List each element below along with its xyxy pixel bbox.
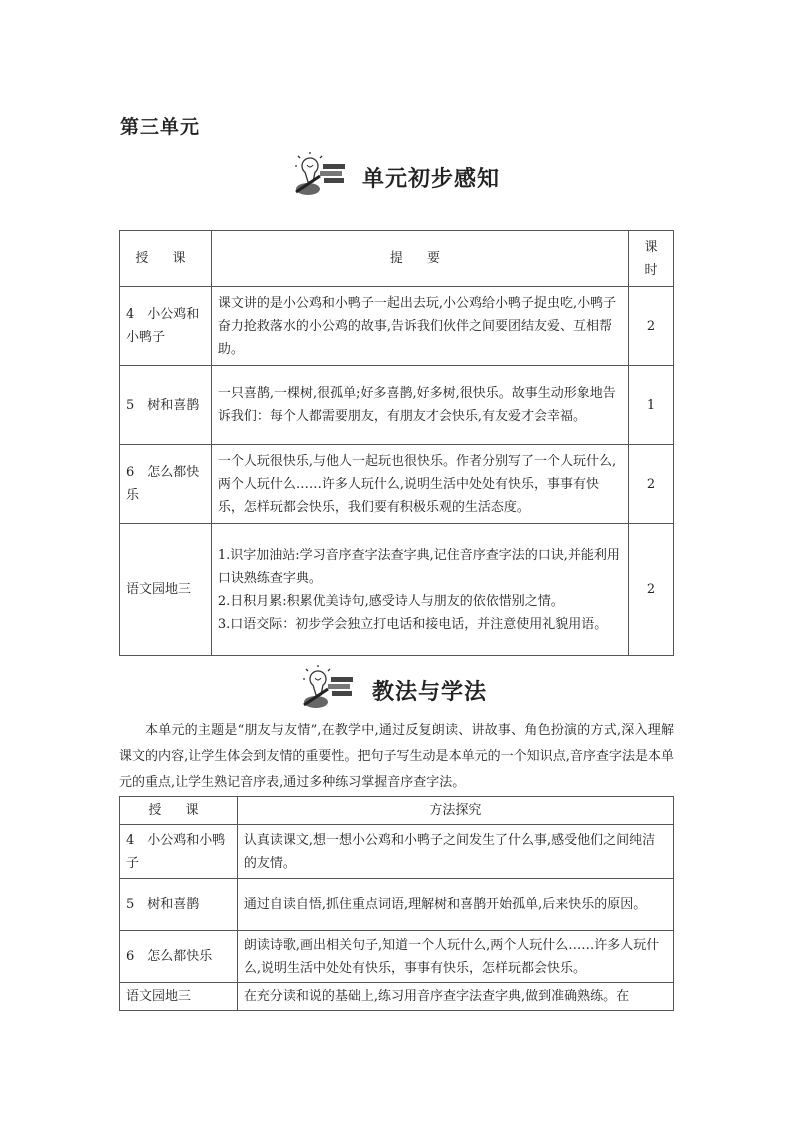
lesson-summary-table <box>119 230 674 656</box>
method-cell: 通过自读自悟,抓住重点词语,理解树和喜鹊开始孤单,后来快乐的原因。 <box>237 879 673 931</box>
summary-line: 2.日积月累:积累优美诗句,感受诗人与朋友的依依惜别之情。 <box>217 593 564 609</box>
summary-cell: 课文讲的是小公鸡和小鸭子一起出去玩,小公鸡给小鸭子捉虫吃,小鸭子奋力抢救落水的小公鸡的故事,告诉我们伙伴之间要团结友爱、互相帮助。 <box>211 287 628 366</box>
unit-title: 第三单元 <box>120 116 201 138</box>
lesson-cell: 4 小公鸡和小鸭子 <box>120 825 238 879</box>
section-heading-text: 教法与学法 <box>372 680 488 705</box>
method-cell: 认真读课文,想一想小公鸡和小鸭子之间发生了什么事,感受他们之间纯洁的友情。 <box>237 825 673 879</box>
header-method: 方法探究 <box>237 797 673 825</box>
header-summary: 提 要 <box>211 231 628 287</box>
section-heading-methods <box>0 665 794 713</box>
lesson-cell: 6 怎么都快乐 <box>120 931 238 983</box>
table-row <box>120 983 674 1011</box>
hours-cell: 2 <box>628 524 673 656</box>
section-heading-perception <box>0 152 794 200</box>
method-cell: 朗读诗歌,画出相关句子,知道一个人玩什么,两个人玩什么……许多人玩什么,说明生活中处处有快乐，事事有快乐，怎样玩都会快乐。 <box>237 931 673 983</box>
summary-cell <box>211 524 628 656</box>
table-row <box>120 879 674 931</box>
method-cell: 在充分读和说的基础上,练习用音序查字法查字典,做到准确熟练。在 <box>237 983 673 1011</box>
header-hours: 课时 <box>628 231 673 287</box>
intro-paragraph: 本单元的主题是“朋友与友情”,在教学中,通过反复朗读、讲故事、角色扮演的方式,深入理解课文的内容,让学生体会到友情的重要性。把句子写生动是本单元的一个知识点,音序查字法是本单元的重点,让学生熟记音序表,通过多种练习掌握音序查字法。 <box>119 723 674 790</box>
hours-cell: 2 <box>628 287 673 366</box>
header-lesson: 授 课 <box>120 797 238 825</box>
lightbulb-books-icon <box>298 665 358 711</box>
lesson-cell: 5 树和喜鹊 <box>120 366 212 445</box>
table-row <box>120 445 674 524</box>
summary-cell: 一个人玩很快乐,与他人一起玩也很快乐。作者分别写了一个人玩什么,两个人玩什么……许多人玩什么,说明生活中处处有快乐，事事有快乐，怎样玩都会快乐，我们要有积极乐观的生活态度。 <box>211 445 628 524</box>
lesson-cell: 语文园地三 <box>120 983 238 1011</box>
lesson-cell: 5 树和喜鹊 <box>120 879 238 931</box>
method-table <box>119 796 674 1011</box>
lesson-cell: 语文园地三 <box>120 524 212 656</box>
table-header-row <box>120 231 674 287</box>
summary-line: 3.口语交际：初步学会独立打电话和接电话，并注意使用礼貌用语。 <box>217 616 608 632</box>
lesson-cell: 6 怎么都快乐 <box>120 445 212 524</box>
summary-line: 1.识字加油站:学习音序查字法查字典,记住音序查字法的口诀,并能利用口诀熟练查字典。 <box>217 547 620 586</box>
section-heading-text: 单元初步感知 <box>362 167 501 192</box>
table-header-row <box>120 797 674 825</box>
table-row <box>120 931 674 983</box>
hours-cell: 1 <box>628 366 673 445</box>
summary-cell: 一只喜鹊,一棵树,很孤单;好多喜鹊,好多树,很快乐。故事生动形象地告诉我们：每个人都需要朋友，有朋友才会快乐,有友爱才会幸福。 <box>211 366 628 445</box>
table-row <box>120 524 674 656</box>
table-row <box>120 366 674 445</box>
header-lesson: 授 课 <box>120 231 212 287</box>
table-row <box>120 287 674 366</box>
lightbulb-books-icon <box>290 152 350 198</box>
hours-cell: 2 <box>628 445 673 524</box>
lesson-cell: 4 小公鸡和小鸭子 <box>120 287 212 366</box>
table-row <box>120 825 674 879</box>
